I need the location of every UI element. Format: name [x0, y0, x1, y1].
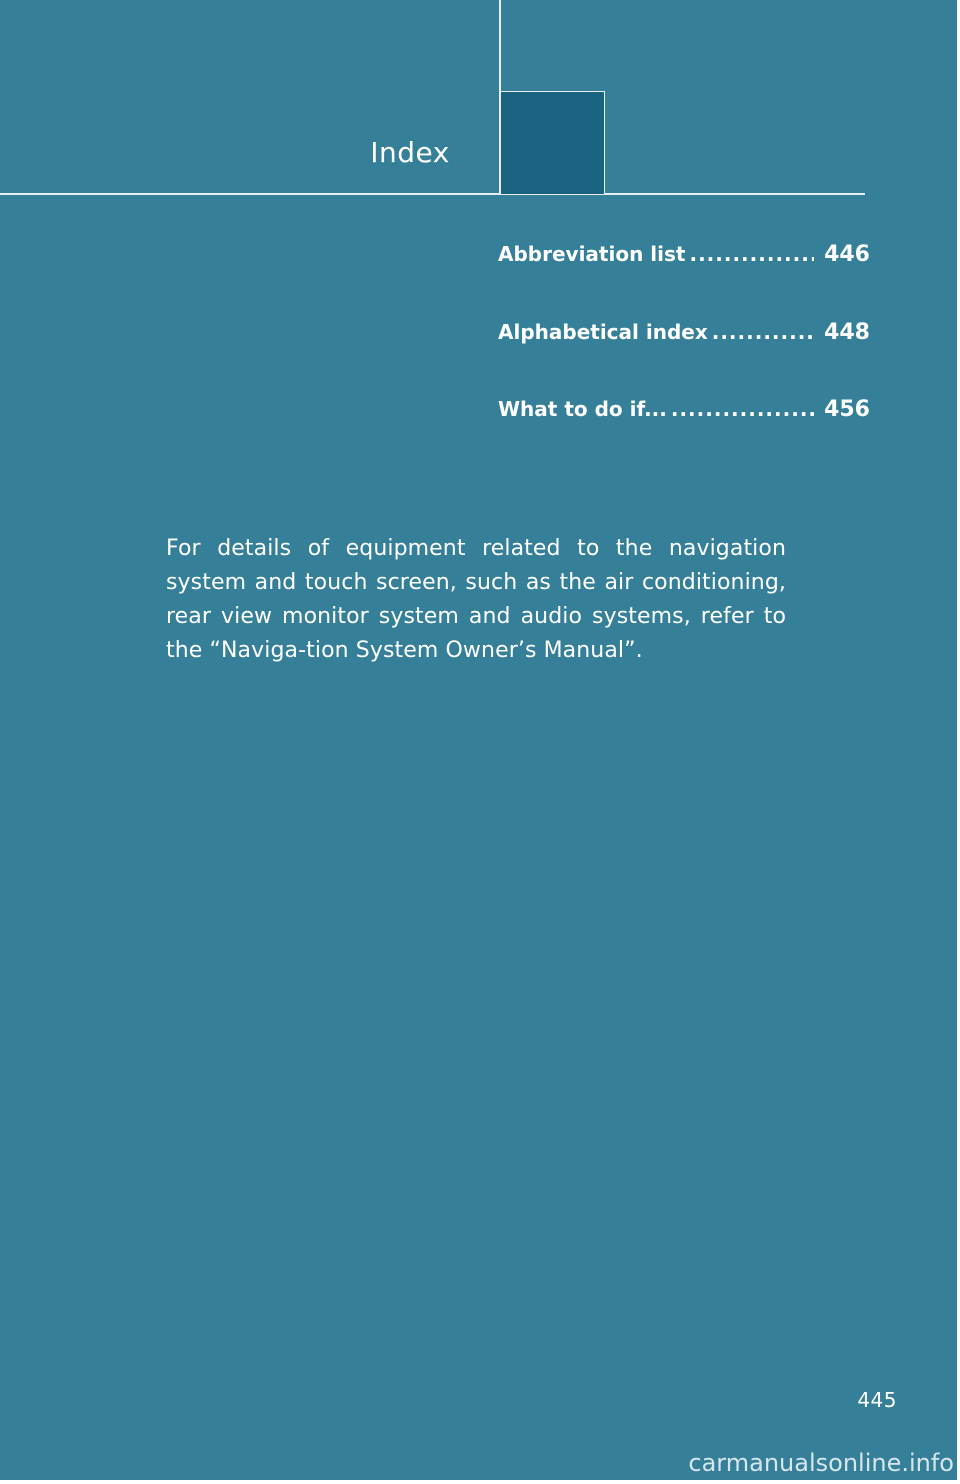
header-rule	[0, 193, 865, 195]
toc-entry-page: 446	[824, 242, 870, 267]
navigation-manual-note: For details of equipment related to the navigation system and touch screen, such as the air conditioning, rear view monitor system and audio systems, refer to the “Naviga-tion System Owner’s Manual”.	[166, 536, 786, 663]
toc-leader-dots	[712, 320, 814, 344]
watermark-text: carmanualsonline.info	[688, 1449, 954, 1477]
table-of-contents	[498, 242, 870, 475]
toc-entry-page: 448	[824, 319, 870, 345]
page-number: 445	[857, 1388, 897, 1412]
toc-leader-dots	[689, 242, 814, 266]
toc-entry-page: 456	[824, 397, 870, 422]
toc-entry-label: Abbreviation list	[498, 242, 686, 266]
toc-entry-label: What to do if...	[498, 397, 667, 421]
section-tab-box	[500, 91, 605, 194]
toc-entry-abbreviation-list[interactable]	[498, 242, 870, 282]
toc-leader-dots	[671, 397, 814, 421]
section-title: Index	[370, 136, 450, 169]
toc-entry-what-to-do-if[interactable]	[498, 397, 870, 437]
toc-entry-label: Alphabetical index	[498, 319, 708, 344]
toc-entry-alphabetical-index[interactable]	[498, 320, 870, 360]
